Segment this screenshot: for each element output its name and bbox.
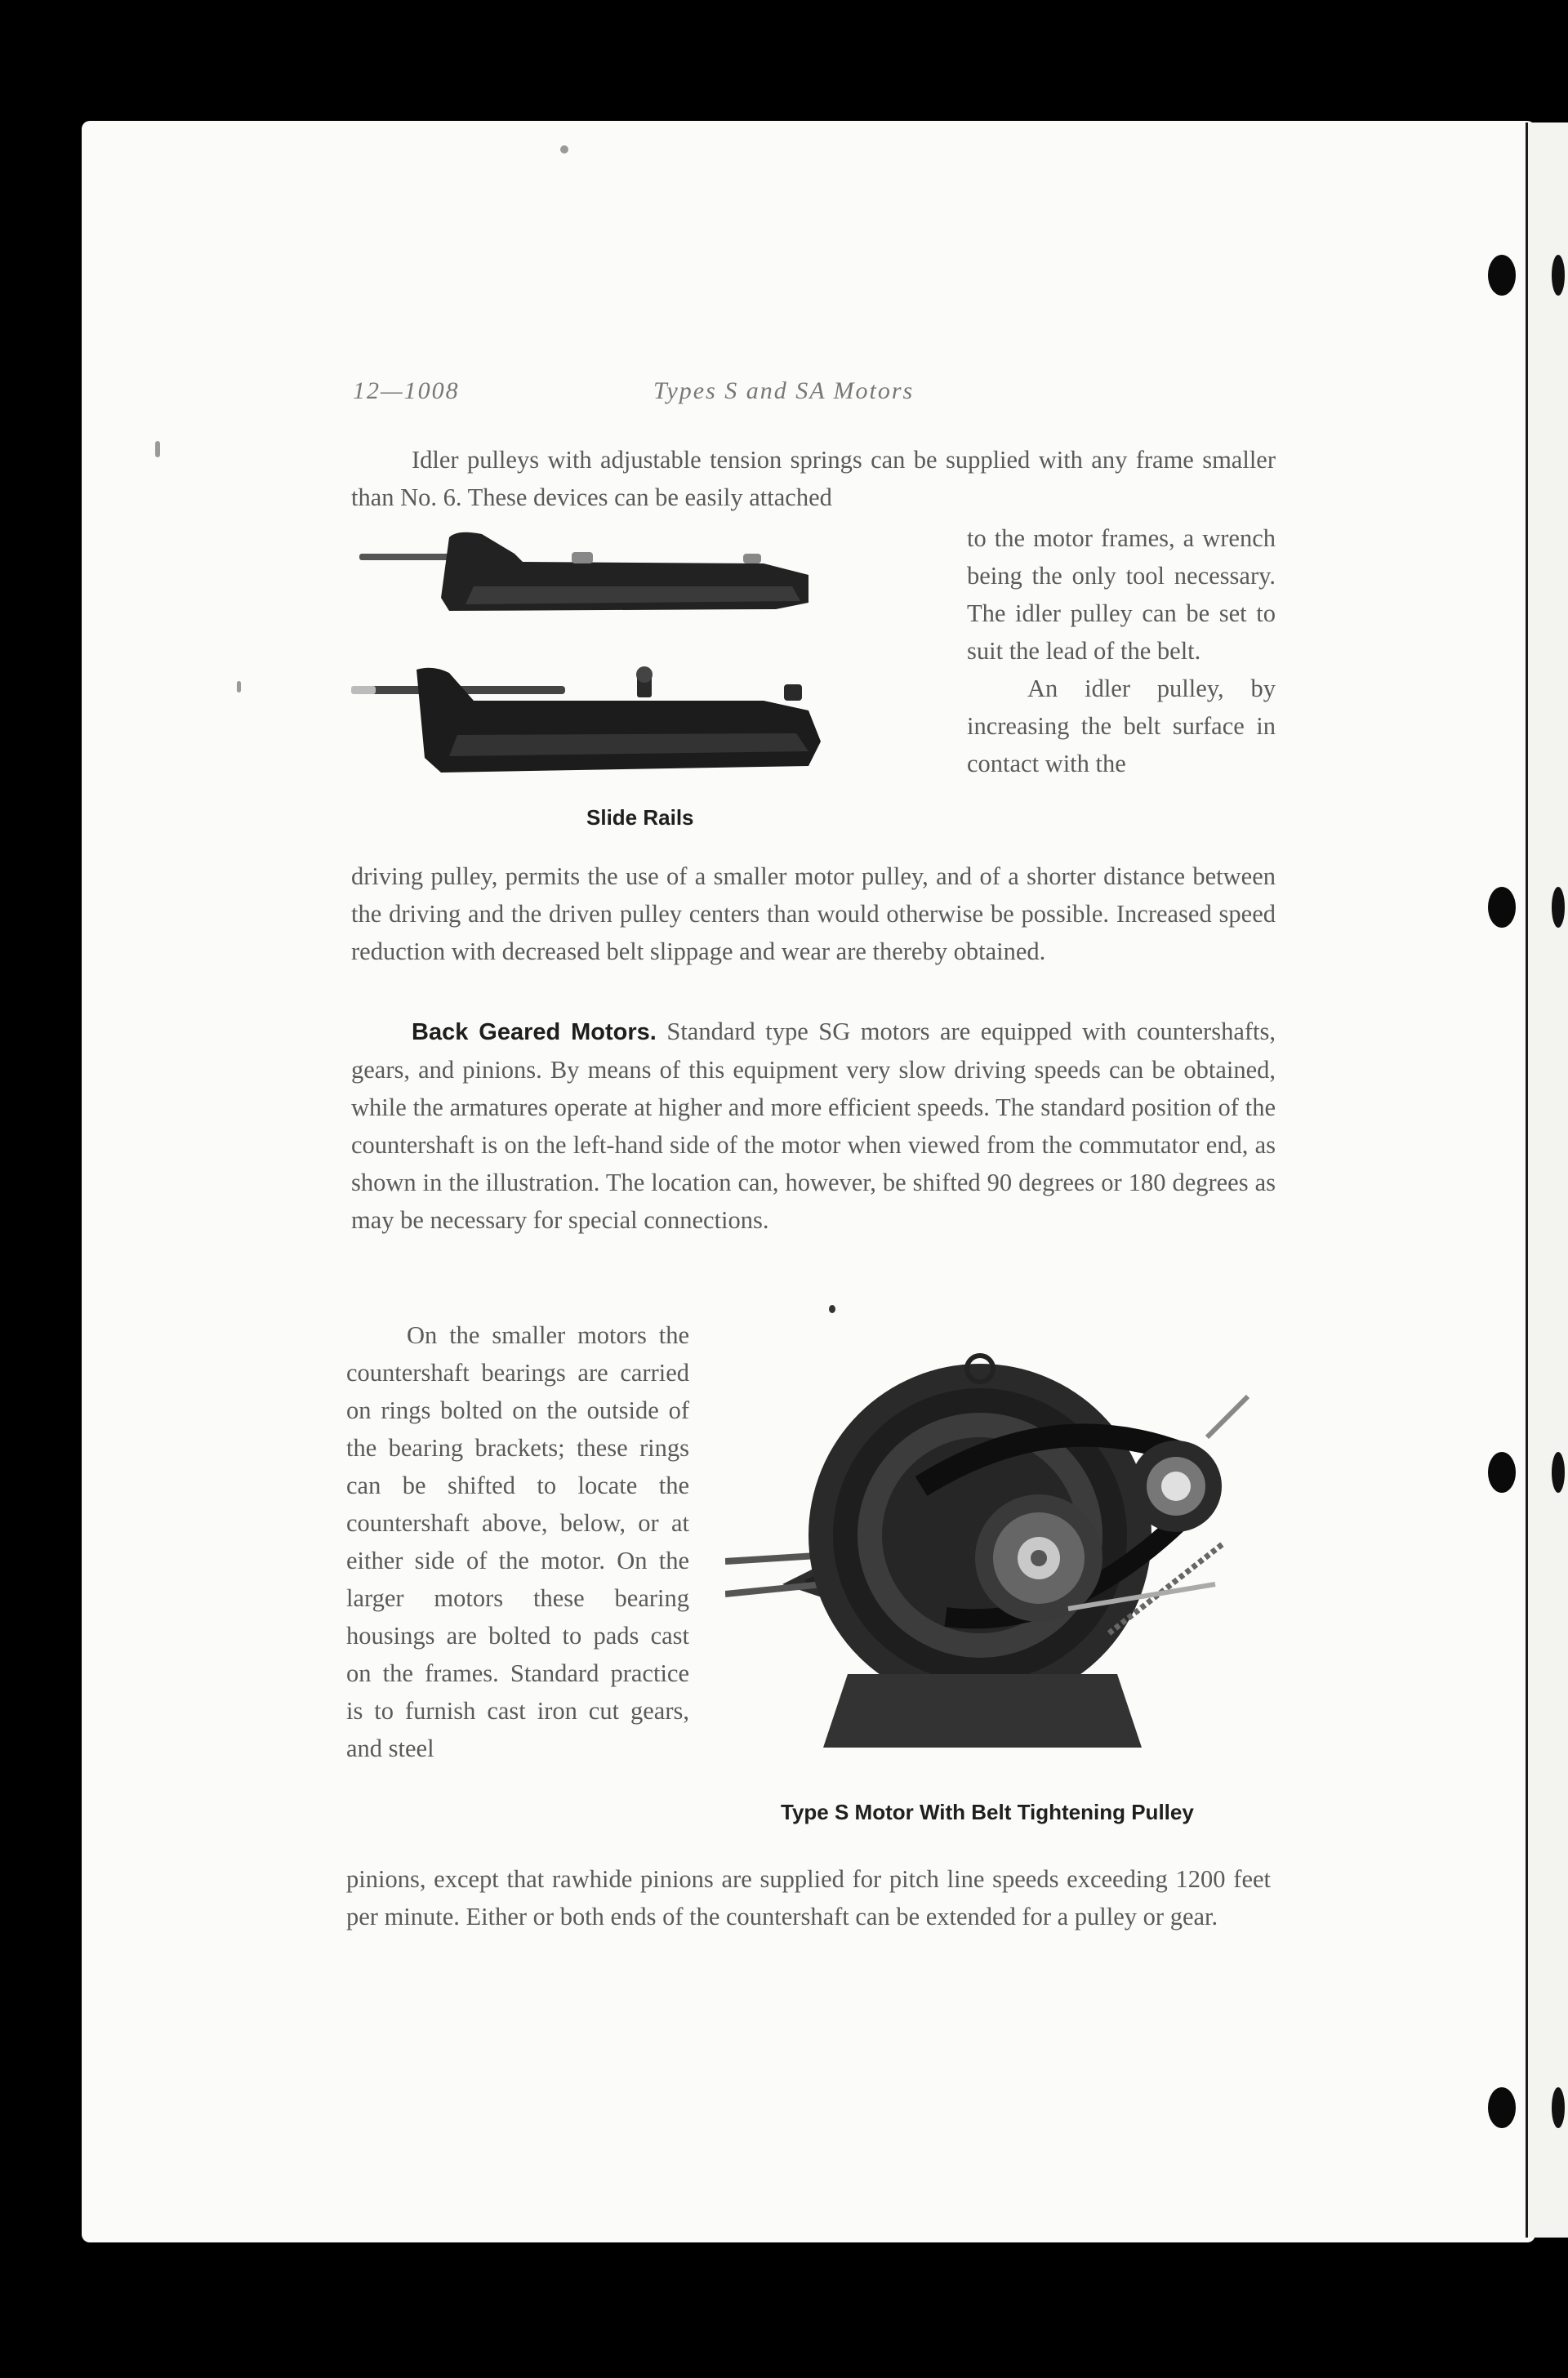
slide-rails-figure — [351, 529, 939, 807]
punch-hole — [1488, 255, 1516, 296]
dust-speck — [560, 145, 568, 154]
paragraph-back-geared — [351, 1013, 1276, 1239]
dust-speck — [829, 1305, 835, 1313]
paragraph-idler-continued: driving pulley, permits the use of a smaller motor pulley, and of a shorter distance between the driving and the driven pulley centers than would otherwise be possible. Increased speed reduction with decreased belt slippage and wear are thereby obtained. — [351, 862, 1276, 965]
slide-rail-upper — [359, 532, 808, 611]
paragraph-idler-top: Idler pulleys with adjustable tension springs can be supplied with any frame smaller than No. 6. These devices can be easily attached — [351, 446, 1276, 511]
slide-rails-caption: Slide Rails — [586, 805, 694, 830]
running-title: Types S and SA Motors — [653, 377, 915, 404]
paragraph-countershaft-side: On the smaller motors the countershaft bearings are carried on rings bolted on the outside of the bearing brackets; these rings can be shifted to locate the countershaft above, below, or at either side of the motor. On the larger motors these bearing housings are bolted to pads cast on the frames. Standard practice is to furnish cast iron cut gears, and steel — [346, 1321, 689, 1762]
punch-hole — [1552, 887, 1565, 928]
section-heading-back-geared: Back Geared Motors. — [412, 1019, 657, 1045]
paragraph-idler-side: to the motor frames, a wrench being the only tool necessary. The idler pulley can be set to suit the lead of the belt. An idler pulley, by increasing the belt surface in contact with the — [967, 524, 1276, 777]
back-geared-body: Standard type SG motors are equipped with countershafts, gears, and pinions. By means of this equipment very slow driving speeds can be obtained, while the armatures operate at higher and more efficient speeds. The standard position of the countershaft is on the left-hand side of the motor when viewed from the commutator end, as shown in the illustration. The location can, however, be shifted 90 degrees or 180 degrees as may be necessary for special connections. — [351, 1018, 1276, 1234]
punch-hole — [1488, 2087, 1516, 2128]
punch-hole — [1552, 255, 1565, 296]
dust-speck — [237, 681, 241, 692]
punch-hole — [1552, 1452, 1565, 1493]
type-s-motor-caption: Type S Motor With Belt Tightening Pulley — [781, 1800, 1194, 1824]
dust-speck — [155, 441, 160, 457]
page-number: 12—1008 — [353, 377, 460, 404]
punch-hole — [1552, 2087, 1565, 2128]
slide-rail-lower — [351, 666, 821, 773]
punch-hole — [1488, 887, 1516, 928]
next-page-edge — [1526, 122, 1568, 2238]
paragraph-countershaft-continued: pinions, except that rawhide pinions are supplied for pitch line speeds exceeding 1200 feet per minute. Either or both ends of the countershaft can be extended for a pulley or gear. — [346, 1865, 1271, 1930]
punch-hole — [1488, 1452, 1516, 1493]
type-s-motor-figure — [725, 1339, 1256, 1764]
